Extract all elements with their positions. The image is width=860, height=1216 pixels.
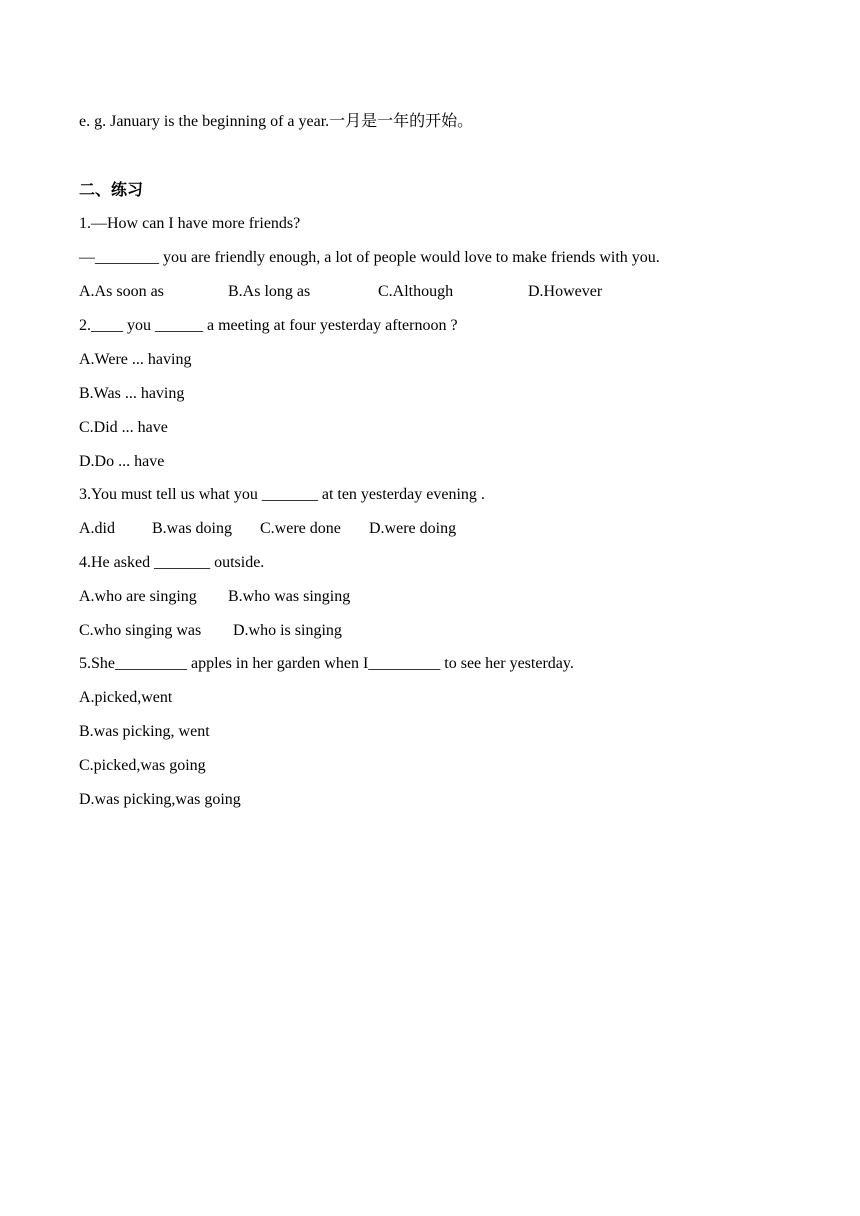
- question-2-stem: 2.____ you ______ a meeting at four yesterday afternoon ?: [79, 317, 458, 334]
- question-5-option-b: B.was picking, went: [79, 723, 210, 740]
- question-2-option-a: A.Were ... having: [79, 351, 192, 368]
- question-4-option-c: C.who singing was: [79, 622, 202, 639]
- section-title: 二、练习: [79, 180, 144, 199]
- question-3-option-a: A.did: [79, 520, 115, 537]
- question-4-option-d: D.who is singing: [233, 622, 342, 639]
- question-2-option-d: D.Do ... have: [79, 453, 165, 470]
- question-5-option-a: A.picked,went: [79, 689, 173, 706]
- question-4-stem: 4.He asked _______ outside.: [79, 554, 265, 571]
- question-4-option-a: A.who are singing: [79, 588, 197, 605]
- question-2-option-c: C.Did ... have: [79, 419, 168, 436]
- question-5-option-d: D.was picking,was going: [79, 791, 241, 808]
- question-1-stem-line-2: —________ you are friendly enough, a lot of people would love to make friends with you.: [79, 249, 660, 266]
- question-3-option-c: C.were done: [260, 520, 341, 537]
- question-5-option-c: C.picked,was going: [79, 757, 206, 774]
- question-1-option-c: C.Although: [378, 283, 454, 300]
- question-4-option-b: B.who was singing: [228, 588, 351, 605]
- question-3-option-d: D.were doing: [369, 520, 457, 537]
- question-1-stem-line-1: 1.—How can I have more friends?: [79, 215, 301, 232]
- question-1-option-d: D.However: [528, 283, 603, 300]
- question-1-option-b: B.As long as: [228, 283, 311, 300]
- example-sentence: e. g. January is the beginning of a year.一月是一年的开始。: [79, 113, 474, 130]
- question-3-stem: 3.You must tell us what you _______ at ten yesterday evening .: [79, 486, 485, 503]
- question-5-stem: 5.She_________ apples in her garden when I_________ to see her yesterday.: [79, 655, 574, 672]
- question-2-option-b: B.Was ... having: [79, 385, 185, 402]
- question-1-option-a: A.As soon as: [79, 283, 164, 300]
- question-3-option-b: B.was doing: [152, 520, 232, 537]
